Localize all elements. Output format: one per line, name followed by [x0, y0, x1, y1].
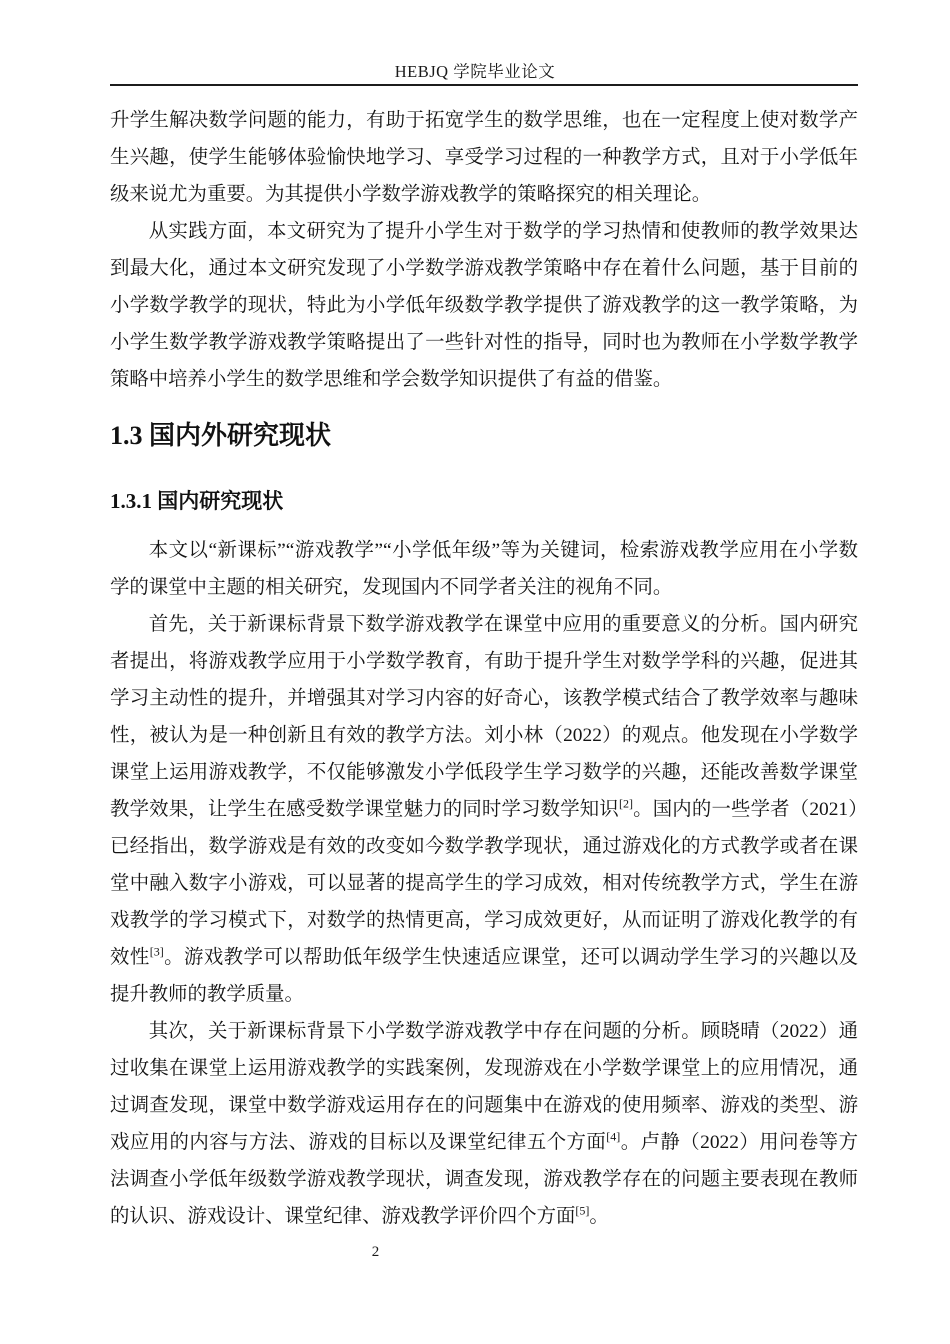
- page-number: 2: [371, 1244, 380, 1260]
- page-footer: [110, 1244, 641, 1261]
- citation-superscript: [3]: [149, 944, 164, 959]
- section-heading-1-3: 1.3 国内外研究现状: [110, 421, 332, 450]
- paragraph-practical-significance: 从实践方面，本文研究为了提升小学生对于数学的学习热情和使教师的教学效果达到最大化，通过本文研究发现了小学数学游戏教学策略中存在着什么问题，基于目前的小学数学教学的现状，特此为小学低年级数学教学提供了游戏教学的这一教学策略，为小学生数学教学游戏教学策略提出了一些针对性的指导，同时也为教师在小学数学教学策略中培养小学生的数学思维和学会数学知识提供了有益的借鉴。: [110, 221, 858, 390]
- page-header-title: HEBJQ 学院毕业论文: [394, 62, 556, 81]
- header-rule: [110, 84, 858, 86]
- paragraph-continuation: 升学生解决数学问题的能力，有助于拓宽学生的数学思维，也在一定程度上使对数学产生兴趣，使学生能够体验愉快地学习、享受学习过程的一种教学方式，且对于小学低年级来说尤为重要。为其提供小学数学游戏教学的策略探究的相关理论。: [110, 110, 858, 205]
- paragraph-significance-analysis: 首先，关于新课标背景下数学游戏教学在课堂中应用的重要意义的分析。国内研究者提出，将游戏教学应用于小学数学教育，有助于提升学生对数学学科的兴趣，促进其学习主动性的提升，并增强其对学习内容的好奇心，该教学模式结合了教学效率与趣味性，被认为是一种创新且有效的教学方法。刘小林（2022）的观点。他发现在小学数学课堂上运用游戏教学，不仅能够激发小学低段学生学习数学的兴趣，还能改善数学课堂教学效果，让学生在感受数学课堂魅力的同时学习数学知识[2]。国内的一些学者（2021）已经指出，数学游戏是有效的改变如今数学教学现状，通过游戏化的方式教学或者在课堂中融入数字小游戏，可以显著的提高学生的学习成效，相对传统教学方式，学生在游戏教学的学习模式下，对数学的热情更高，学习成效更好，从而证明了游戏化教学的有效性[3]。游戏教学可以帮助低年级学生快速适应课堂，还可以调动学生学习的兴趣以及提升教师的教学质量。: [110, 614, 859, 1005]
- document-body: [110, 102, 858, 1235]
- citation-superscript: [4]: [606, 1129, 621, 1144]
- subsection-heading-1-3-1: 1.3.1 国内研究现状: [110, 489, 284, 513]
- citation-superscript: [5]: [575, 1203, 590, 1218]
- citation-superscript: [2]: [618, 796, 633, 811]
- paragraph-problems-analysis: 其次，关于新课标背景下小学数学游戏教学中存在问题的分析。顾晓晴（2022）通过收集在课堂上运用游戏教学的实践案例，发现游戏在小学数学课堂上的应用情况，通过调查发现，课堂中数学游戏运用存在的问题集中在游戏的使用频率、游戏的类型、游戏应用的内容与方法、游戏的目标以及课堂纪律五个方面[4]。卢静（2022）用问卷等方法调查小学低年级数学游戏教学现状，调查发现，游戏教学存在的问题主要表现在教师的认识、游戏设计、课堂纪律、游戏教学评价四个方面[5]。: [110, 1021, 859, 1227]
- paragraph-keywords: 本文以“新课标”“游戏教学”“小学低年级”等为关键词，检索游戏教学应用在小学数学的课堂中主题的相关研究，发现国内不同学者关注的视角不同。: [110, 540, 858, 598]
